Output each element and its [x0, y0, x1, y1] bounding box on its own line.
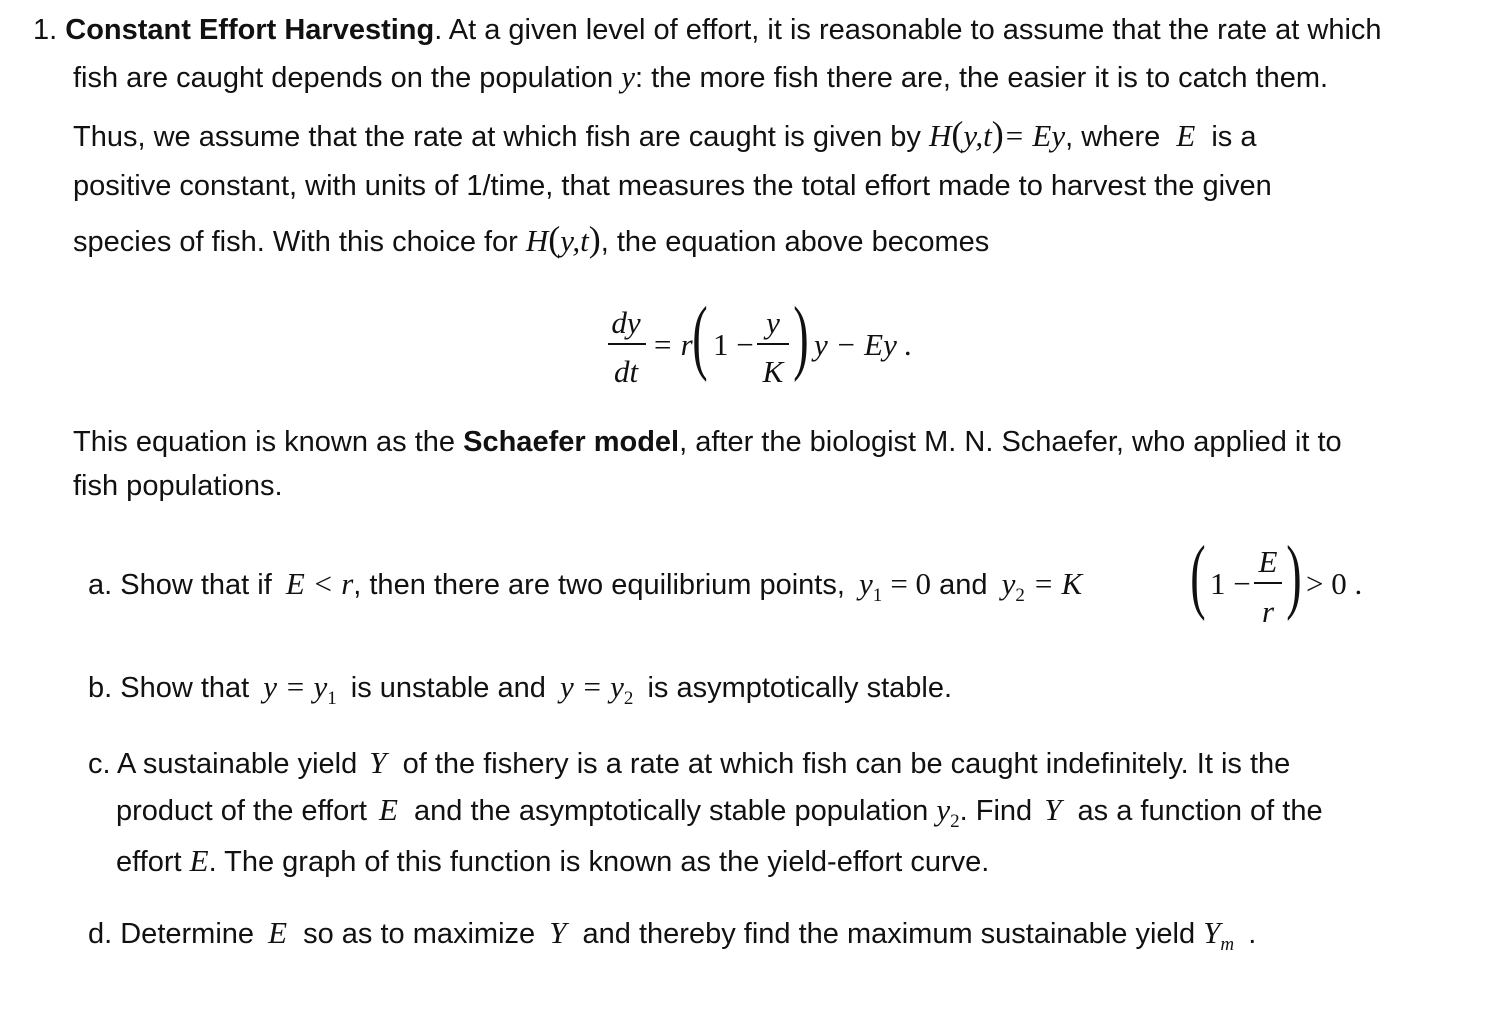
eq-dt: dt: [613, 354, 639, 389]
problem-line-2: [73, 61, 1328, 93]
part-b-sub1: 1: [327, 688, 337, 709]
problem-number: 1.: [33, 14, 58, 46]
part-b-text-3: is asymptotically stable.: [647, 672, 953, 704]
intro-text-3: Thus, we assume that the rate at which fish are caught is given by: [73, 121, 921, 153]
math-H: H: [928, 118, 952, 153]
problem-line-3: [73, 116, 1256, 152]
intro-text-2: fish are caught depends on the population: [73, 62, 614, 94]
eq-equals-r: = r: [652, 327, 693, 362]
part-d-Ym: Y: [1203, 915, 1221, 950]
intro-text-5b: , the equation above becomes: [600, 226, 990, 258]
problem-line-5: [73, 221, 989, 257]
eq-fracbar-2: [757, 343, 789, 345]
part-c-sub2: 2: [950, 811, 960, 832]
part-d: [88, 915, 1257, 955]
model-line-2: [73, 472, 283, 501]
intro-text-2b: : the more fish there are, the easier it is to catch them.: [634, 62, 1329, 94]
paren-close-2: ): [588, 219, 601, 259]
part-a-paren-open: (: [1190, 529, 1206, 622]
part-a-y1-eq: = 0: [890, 566, 932, 601]
part-a-text-3: and: [939, 569, 988, 601]
part-a-text-1: a. Show that if: [88, 569, 272, 601]
math-y: y: [621, 59, 635, 94]
problem-line-4: [73, 172, 1272, 201]
intro-text-1: . At a given level of effort, it is reasonable to assume that the rate at which: [434, 14, 1382, 46]
eq-one-minus: 1 −: [713, 327, 754, 362]
part-a-text: [88, 566, 1083, 606]
part-a-y2: y: [1001, 566, 1016, 601]
part-d-text-4: .: [1248, 918, 1257, 950]
eq-fracbar-1: [608, 343, 646, 345]
part-d-text-2: so as to maximize: [303, 918, 536, 950]
intro-text-3c: is a: [1211, 121, 1257, 153]
eq-y-over: y: [766, 305, 780, 340]
intro-text-4: positive constant, with units of 1/time, that measures the total effort made to harvest the given: [73, 170, 1272, 202]
paren-open-2: (: [548, 219, 561, 259]
eq-dy: dy: [611, 305, 641, 340]
part-a-y1: y: [858, 566, 873, 601]
part-c-text-1: c. A sustainable yield: [88, 748, 358, 780]
part-a-sub2: 2: [1015, 585, 1025, 606]
part-c-Y: Y: [369, 745, 387, 780]
eq-big-paren-open: (: [692, 290, 708, 383]
part-b-y-eq-y2: y = y: [559, 669, 624, 704]
part-a-y2-eq: = K: [1032, 566, 1083, 601]
model-name: Schaefer model: [463, 426, 680, 458]
part-c-text-1b: of the fishery is a rate at which fish can be caught indefinitely. It is the: [402, 748, 1291, 780]
part-c-text-2d: as a function of the: [1077, 795, 1323, 827]
part-a-gt-zero: > 0 .: [1306, 566, 1363, 601]
part-a-cond: E < r: [285, 566, 354, 601]
part-c-text-3b: . The graph of this function is known as the yield-effort curve.: [208, 846, 990, 878]
paren-open: (: [951, 114, 964, 154]
math-E: E: [1176, 118, 1196, 153]
eq-big-paren-close: ): [793, 290, 809, 383]
part-a-E-over: E: [1258, 544, 1278, 579]
part-b-text-2: is unstable and: [350, 672, 546, 704]
part-d-E: E: [268, 915, 288, 950]
part-c-Y-2: Y: [1044, 792, 1062, 827]
part-c-text-3: effort: [116, 846, 182, 878]
part-c-text-2c: . Find: [959, 795, 1033, 827]
part-c-text-2: product of the effort: [116, 795, 367, 827]
part-c-line-1: [88, 747, 1290, 779]
part-c-E: E: [379, 792, 398, 827]
part-a-paren-close: ): [1286, 529, 1302, 622]
part-a-one-minus: 1 −: [1210, 566, 1251, 601]
math-eq-Ey: = Ey: [1003, 118, 1066, 153]
problem-title: Constant Effort Harvesting: [65, 14, 435, 46]
part-c-E-2: E: [189, 843, 209, 878]
part-d-text-3: and thereby find the maximum sustainable yield: [582, 918, 1196, 950]
part-c-line-3: [116, 845, 989, 877]
intro-text-3b: , where: [1065, 121, 1161, 153]
part-c-text-2b: and the asymptotically stable population: [414, 795, 929, 827]
part-b-sub2: 2: [623, 688, 634, 709]
model-text-2: fish populations.: [73, 470, 283, 502]
part-a-text-2: , then there are two equilibrium points,: [353, 569, 845, 601]
part-d-sub-m: m: [1220, 934, 1235, 955]
model-line-1: [73, 428, 1342, 457]
model-text-1: This equation is known as the: [73, 426, 464, 458]
problem-line-1: [33, 16, 1382, 45]
part-b-text-1: b. Show that: [88, 672, 250, 704]
math-yt-2: y,t: [560, 223, 589, 258]
part-c-y2: y: [936, 792, 951, 827]
part-b-y-eq-y1: y = y: [263, 669, 328, 704]
intro-text-5: species of fish. With this choice for: [73, 226, 518, 258]
part-d-text-1: d. Determine: [88, 918, 255, 950]
model-text-1b: , after the biologist M. N. Schaefer, who applied it to: [679, 426, 1342, 458]
part-a-sub1: 1: [872, 585, 883, 606]
math-H-2: H: [525, 223, 549, 258]
part-a-fracbar: [1254, 582, 1282, 584]
part-a-r-under: r: [1261, 594, 1275, 629]
eq-tail: y − Ey .: [814, 327, 913, 362]
part-c-line-2: [116, 792, 1323, 832]
part-d-Y: Y: [549, 915, 567, 950]
part-b: [88, 669, 953, 709]
math-yt: y,t: [963, 118, 992, 153]
paren-close: ): [991, 114, 1004, 154]
eq-K-under: K: [762, 354, 784, 389]
